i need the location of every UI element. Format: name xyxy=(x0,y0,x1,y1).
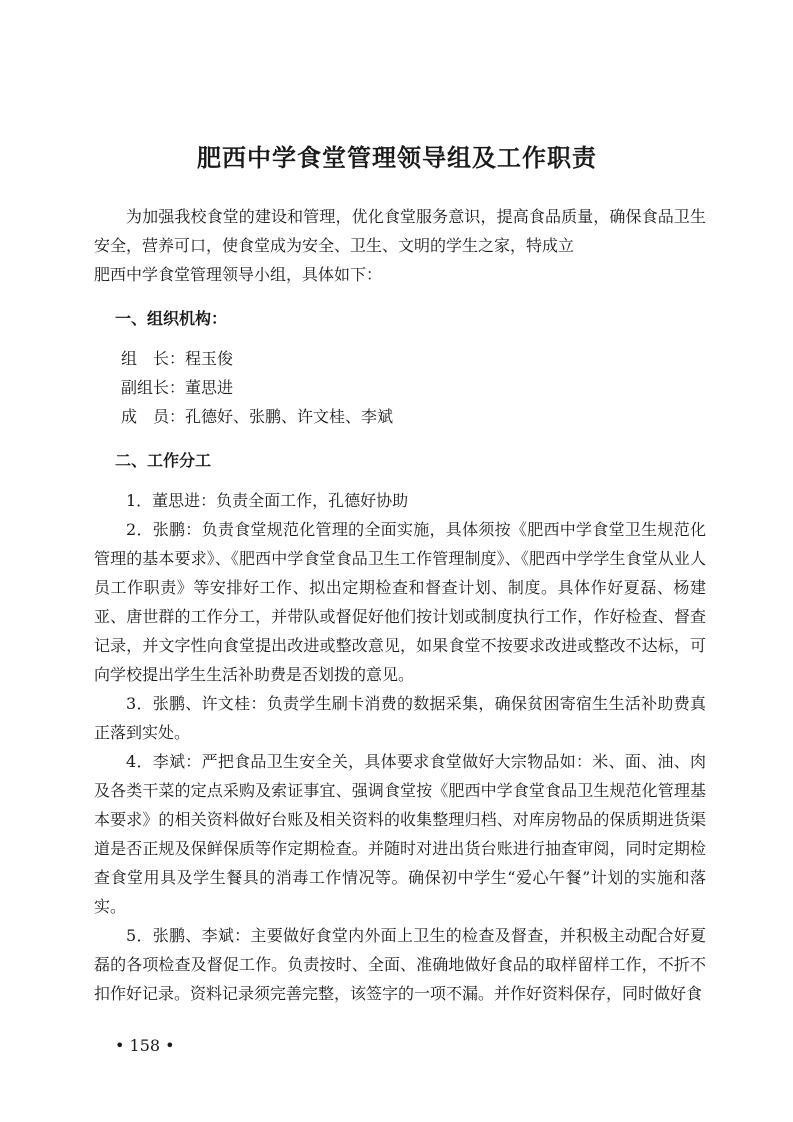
document-title: 肥西中学食堂管理领导组及工作职责 xyxy=(197,144,597,172)
intro-paragraph-continuation: 肥西中学食堂管理领导小组，具体如下： xyxy=(94,265,383,284)
member-list: 成 员：孔德好、张鹏、许文桂、李斌 xyxy=(121,407,394,426)
section-heading-organization: 一、组织机构： xyxy=(115,309,228,328)
duty-item-2: 2．张鹏：负责食堂规范化管理的全面实施，具体须按《肥西中学食堂卫生规范化管理的基本要求》、《肥西中学食堂食品卫生工作管理制度》、《肥西中学学生食堂从业人员工作职责》等安排好工作、拟出定期检查和督查计划、制度。具体作好夏磊、杨建亚、唐世群的工作分工，并带队或督促好他们按计划或制度执行工作，作好检查、督查记录，并文字性向食堂提出改进或整改意见，如果食堂不按要求改进或整改不达标，可向学校提出学生生活补助费是否划拨的意见。 xyxy=(94,520,706,684)
duty-item-1: 1．董思进：负责全面工作，孔德好协助 xyxy=(126,491,409,510)
duty-item-4: 4．李斌：严把食品卫生安全关，具体要求食堂做好大宗物品如：米、面、油、肉及各类干菜的定点采购及索证事宜、强调食堂按《肥西中学食堂食品卫生规范化管理基本要求》的相关资料做好台账及相关资料的收集整理归档、对库房物品的保质期进货渠道是否正规及保鲜保质等作定期检查。并随时对进出货台账进行抽查审阅，同时定期检查食堂用具及学生餐具的消毒工作情况等。确保初中学生“爱心午餐”计划的实施和落实。 xyxy=(94,752,706,916)
document-body xyxy=(94,202,706,1008)
page-number: • 158 • xyxy=(115,1036,175,1055)
intro-paragraph: 为加强我校食堂的建设和管理，优化食堂服务意识，提高食品质量，确保食品卫生安全，营养可口，使食堂成为安全、卫生、文明的学生之家，特成立 xyxy=(94,207,706,255)
duty-item-5: 5．张鹏、李斌：主要做好食堂内外面上卫生的检查及督查，并积极主动配合好夏磊的各项检查及督促工作。负责按时、全面、准确地做好食品的取样留样工作，不折不扣作好记录。资料记录须完善完整，该签字的一项不漏。并作好资料保存，同时做好食 xyxy=(94,926,706,1003)
section-heading-division-of-work: 二、工作分工 xyxy=(115,451,212,470)
duty-item-3: 3．张鹏、许文桂：负责学生刷卡消费的数据采集，确保贫困寄宿生生活补助费真正落到实处。 xyxy=(94,694,706,742)
member-leader: 组 长：程玉俊 xyxy=(121,349,234,368)
member-deputy-leader: 副组长：董思进 xyxy=(121,378,234,397)
